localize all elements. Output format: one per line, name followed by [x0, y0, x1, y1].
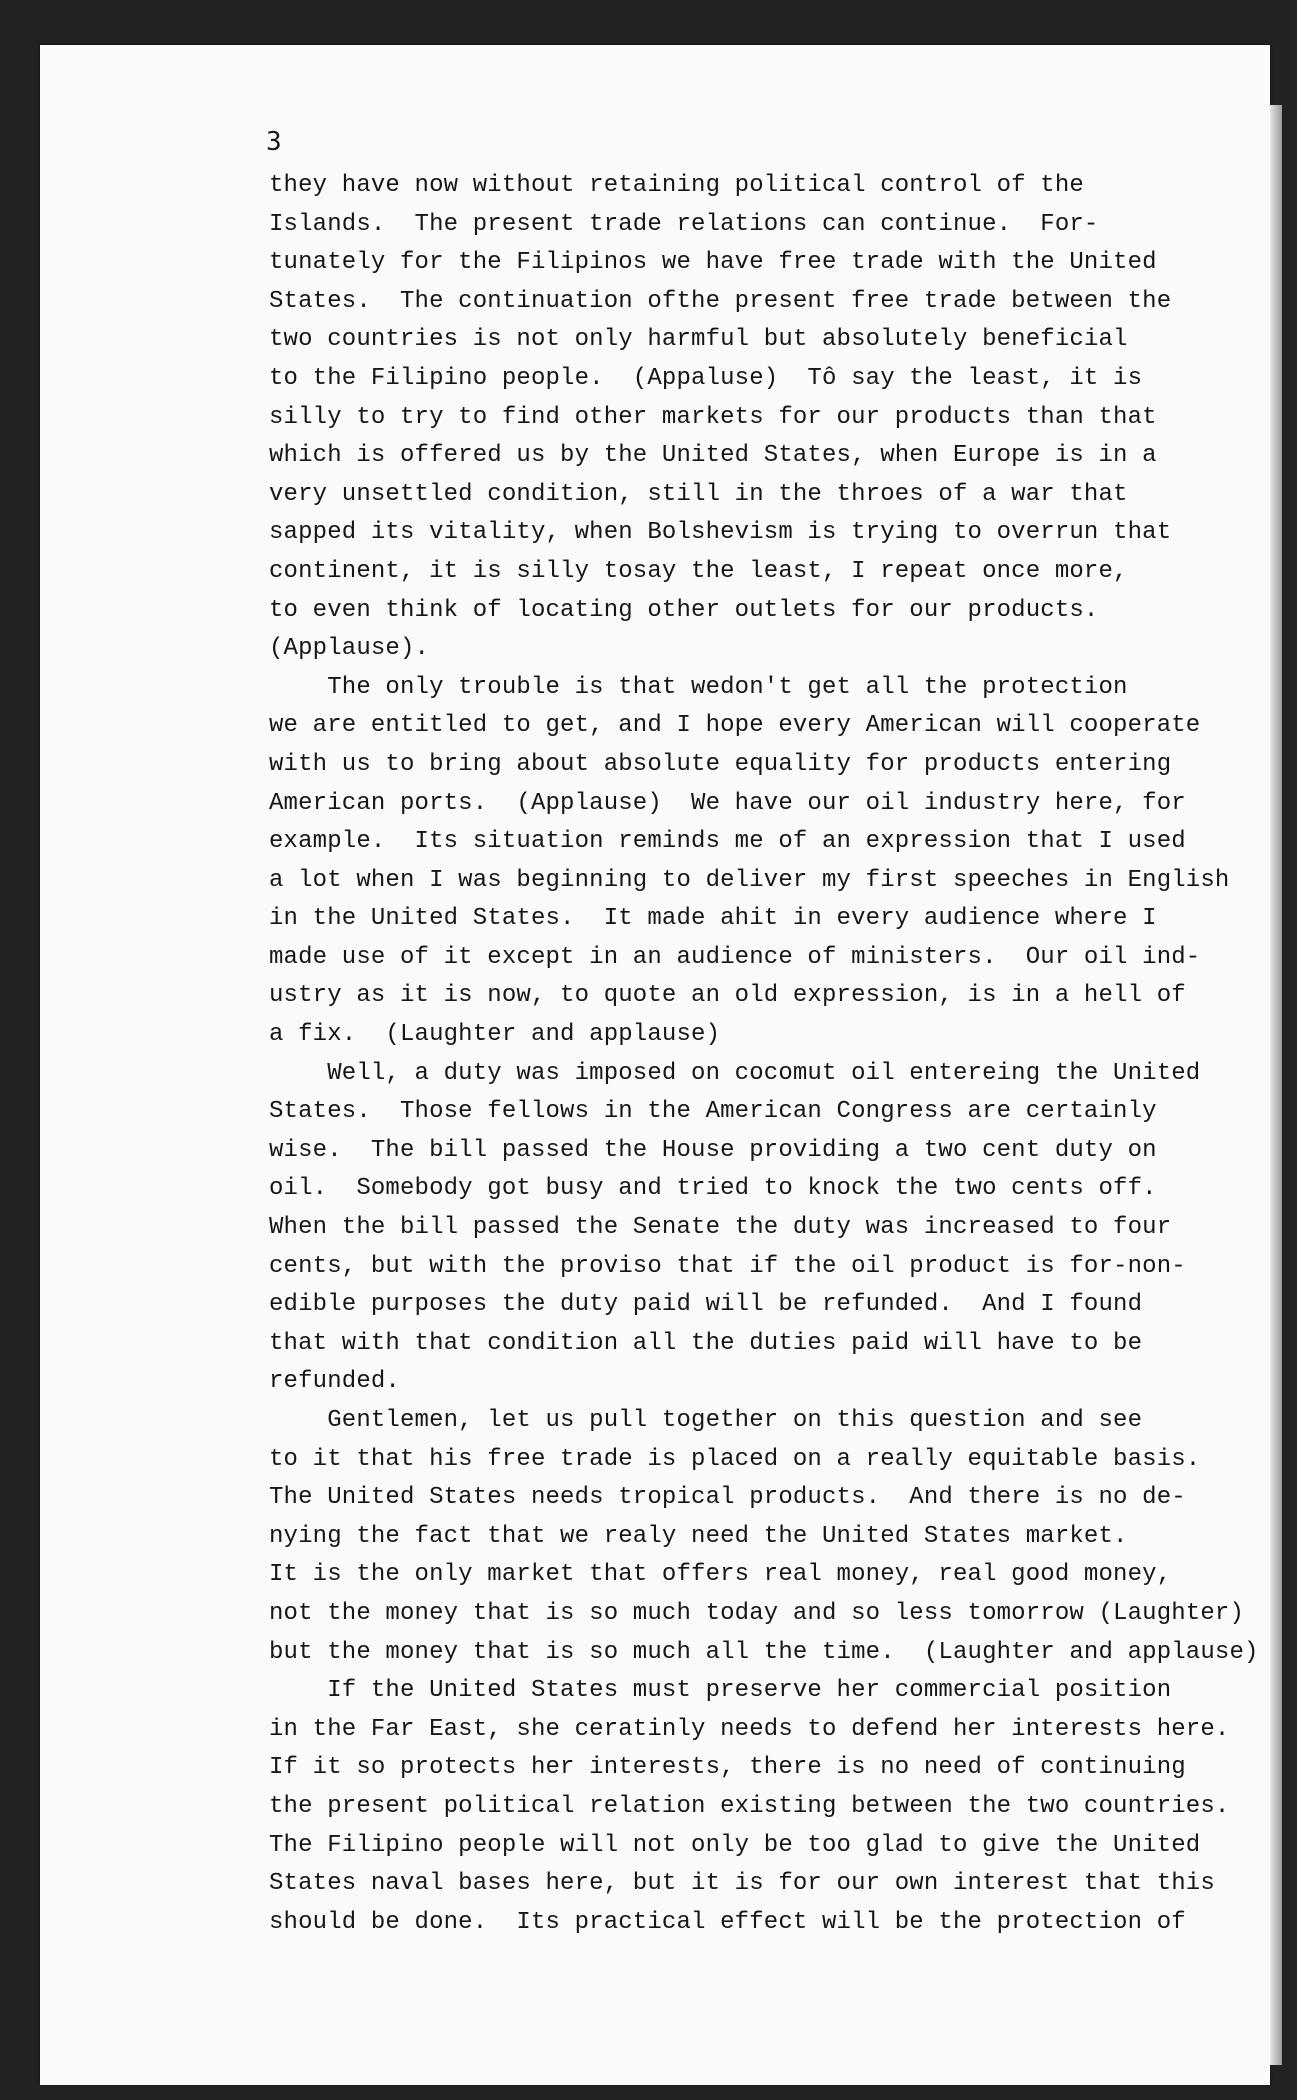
text-line: they have now without retaining political control of the — [269, 172, 1084, 199]
text-line: refunded. — [269, 1368, 400, 1396]
text-line: sapped its vitality, when Bolshevism is trying to overrun that — [269, 519, 1172, 547]
text-line: in the United States. It made ahit in every audience where I — [269, 905, 1157, 933]
page-number: 3 — [266, 127, 282, 157]
text-line: American ports. (Applause) We have our oil industry here, for — [269, 789, 1186, 817]
text-line: a fix. (Laughter and applause) — [269, 1021, 721, 1049]
text-line: not the money that is so much today and so less tomorrow (Laughter) — [269, 1599, 1245, 1627]
text-line: wise. The bill passed the House providing a two cent duty on — [269, 1136, 1157, 1164]
text-line: which is offered us by the United States, when Europe is in a — [269, 442, 1157, 470]
text-line: If the United States must preserve her commercial position — [269, 1677, 1172, 1705]
text-line: If it so protects her interests, there is no need of continuing — [269, 1754, 1186, 1782]
text-line: It is the only market that offers real money, real good money, — [269, 1561, 1172, 1589]
typewritten-page — [40, 45, 1270, 2085]
text-line: cents, but with the proviso that if the oil product is for-non- — [269, 1252, 1186, 1280]
text-line: that with that condition all the duties paid will have to be — [269, 1329, 1143, 1357]
text-line: The Filipino people will not only be too glad to give the United — [269, 1831, 1201, 1859]
text-line: example. Its situation reminds me of an expression that I used — [269, 828, 1186, 856]
text-line: two countries is not only harmful but absolutely beneficial — [269, 326, 1128, 354]
text-line: States naval bases here, but it is for our own interest that this — [269, 1870, 1215, 1898]
text-line: to it that his free trade is placed on a really equitable basis. — [269, 1445, 1201, 1473]
text-line: Islands. The present trade relations can continue. For- — [269, 210, 1099, 238]
text-line: very unsettled condition, still in the throes of a war that — [269, 480, 1128, 508]
text-line: with us to bring about absolute equality for products entering — [269, 750, 1172, 778]
text-line: a lot when I was beginning to deliver my first speeches in English — [269, 866, 1230, 894]
text-line: in the Far East, she ceratinly needs to defend her interests here. — [269, 1715, 1230, 1743]
text-line: to even think of locating other outlets for our products. — [269, 596, 1099, 624]
text-line: to the Filipino people. (Appaluse) Tô say the least, it is — [269, 364, 1143, 392]
text-line: Well, a duty was imposed on cocomut oil entereing the United — [269, 1059, 1201, 1087]
text-line: Gentlemen, let us pull together on this question and see — [269, 1407, 1143, 1434]
text-line: When the bill passed the Senate the duty was increased to four — [269, 1214, 1172, 1242]
text-line: but the money that is so much all the time. (Laughter and applause) — [269, 1638, 1259, 1666]
text-line: the present political relation existing between the two countries. — [269, 1792, 1230, 1820]
text-line: silly to try to find other markets for our products than that — [269, 403, 1157, 431]
text-line: (Applause). — [269, 635, 430, 663]
text-line: ustry as it is now, to quote an old expression, is in a hell of — [269, 982, 1186, 1010]
body-text — [269, 167, 1269, 1942]
text-line: The United States needs tropical products. And there is no de- — [269, 1484, 1186, 1512]
text-line: oil. Somebody got busy and tried to knock the two cents off. — [269, 1175, 1157, 1203]
text-line: States. The continuation ofthe present free trade between the — [269, 287, 1172, 315]
text-line: continent, it is silly tosay the least, I repeat once more, — [269, 557, 1128, 585]
text-line: tunately for the Filipinos we have free trade with the United — [269, 249, 1157, 277]
text-line: nying the fact that we realy need the United States market. — [269, 1522, 1128, 1550]
text-line: we are entitled to get, and I hope every American will cooperate — [269, 712, 1201, 740]
text-line: made use of it except in an audience of ministers. Our oil ind- — [269, 943, 1201, 971]
text-line: should be done. Its practical effect will be the protection of — [269, 1908, 1186, 1936]
text-line: The only trouble is that wedon't get all the protection — [269, 673, 1128, 701]
text-line: edible purposes the duty paid will be refunded. And I found — [269, 1291, 1143, 1319]
text-line: States. Those fellows in the American Congress are certainly — [269, 1098, 1157, 1126]
